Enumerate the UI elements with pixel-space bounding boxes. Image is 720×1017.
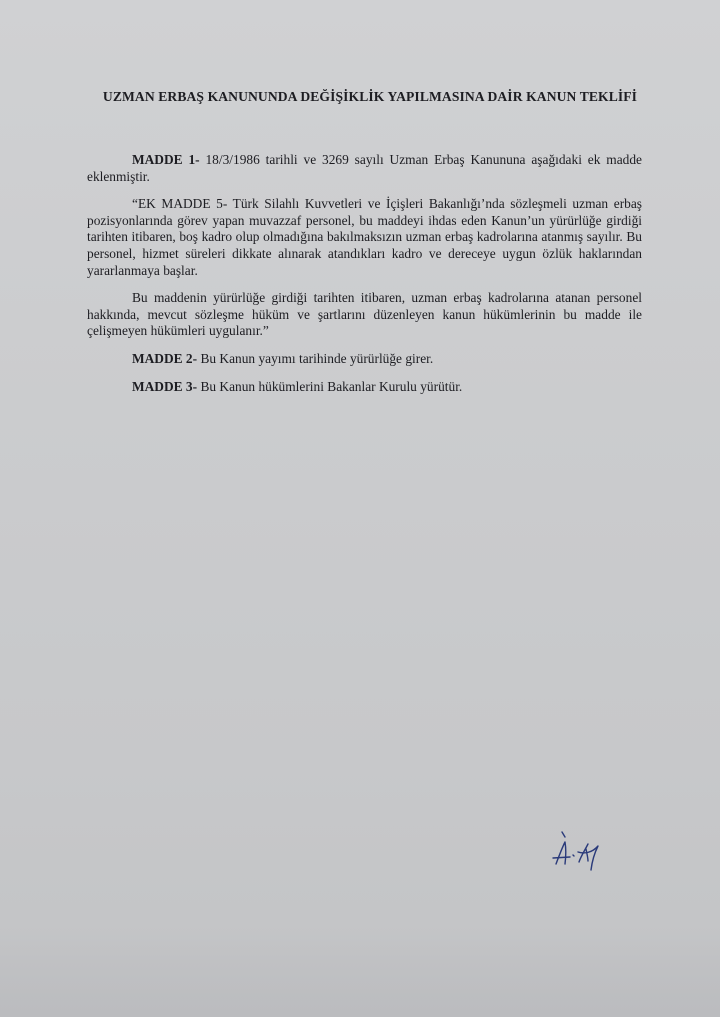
- madde-3-heading: MADDE 3-: [132, 378, 198, 394]
- paragraph-madde-2: [87, 351, 642, 368]
- madde-1-text: 18/3/1986 tarihli ve 3269 sayılı Uzman Erbaş Kanununa aşağıdaki ek madde eklenmiştir.: [87, 152, 642, 184]
- paragraph-madde-1: [87, 152, 642, 185]
- paragraph-ek-madde-5-continued: [87, 290, 642, 340]
- madde-2-heading: MADDE 2-: [132, 350, 198, 366]
- madde-2-text: Bu Kanun yayımı tarihinde yürürlüğe girer.: [197, 350, 434, 366]
- ek-madde-5-text: “EK MADDE 5- Türk Silahlı Kuvvetleri ve İçişleri Bakanlığı’nda sözleşmeli uzman erbaş pozisyonlarında görev yapan muvazzaf personel, bu maddeyi ihdas eden Kanun’un yürürlüğe girdiği tarihten itibaren, boş kadro olup olmadığına bakılmaksızın uzman erbaş kadrolarına atanmış sayılır. Bu personel, hizmet süreleri dikkate alınarak atandıkları kadro ve dereceye uygun özlük haklarından yararlanmaya başlar.: [87, 196, 642, 278]
- document-body: [87, 152, 642, 406]
- signature-icon: [548, 828, 608, 872]
- document-title: UZMAN ERBAŞ KANUNUNDA DEĞİŞİKLİK YAPILMASINA DAİR KANUN TEKLİFİ: [102, 89, 638, 104]
- madde-3-text: Bu Kanun hükümlerini Bakanlar Kurulu yürütür.: [197, 378, 463, 394]
- madde-1-heading: MADDE 1-: [132, 152, 200, 167]
- ek-madde-5-continued-text: Bu maddenin yürürlüğe girdiği tarihten itibaren, uzman erbaş kadrolarına atanan personel hakkında, mevcut sözleşme hüküm ve şartlarını düzenleyen kanun hükümlerinin bu madde ile çelişmeyen hükümleri uygulanır.”: [87, 290, 642, 339]
- paragraph-madde-3: [87, 379, 642, 396]
- paragraph-ek-madde-5: [87, 196, 642, 279]
